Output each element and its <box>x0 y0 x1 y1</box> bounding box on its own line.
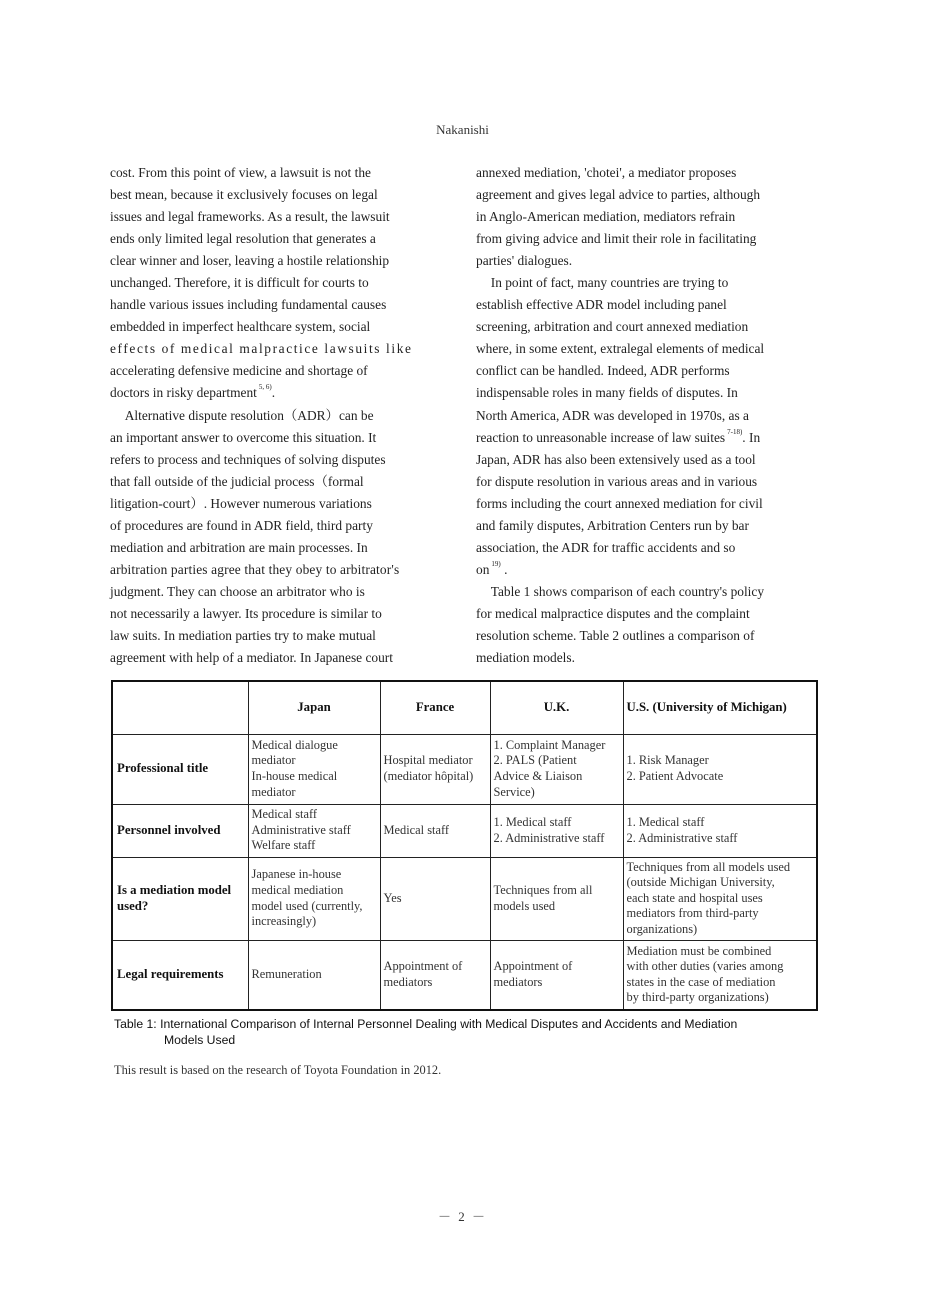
text-line: agreement and gives legal advice to parties, although <box>476 187 761 203</box>
caption-line: Table 1: International Comparison of Internal Personnel Dealing with Medical Disputes and Accidents and Mediation <box>114 1017 738 1031</box>
text-line: annexed mediation, 'chotei', a mediator proposes <box>476 165 737 180</box>
text-line: that fall outside of the judicial process（formal <box>110 473 364 489</box>
cell-line: Administrative staff <box>251 822 351 837</box>
page-number: － 2 － <box>437 1209 487 1224</box>
cell-line: 2. Patient Advocate <box>626 769 724 783</box>
cell-line: In-house medical <box>251 769 338 783</box>
table-cell <box>623 940 817 1010</box>
text-line: Alternative dispute resolution（ADR）can be <box>124 407 374 423</box>
text-line: embedded in imperfect healthcare system, social <box>110 319 371 335</box>
text-line: agreement with help of a mediator. In Japanese court <box>110 650 393 666</box>
text-line: from giving advice and limit their role in facilitating <box>476 231 757 247</box>
cell-line: medical mediation <box>251 882 344 897</box>
cell-line: Yes <box>383 890 402 905</box>
row-label: Professional title <box>112 734 248 804</box>
row-label-line: Is a mediation model <box>117 882 232 897</box>
reference-marker: 7-18) <box>727 427 743 436</box>
text-line: mediation and arbitration are main processes. In <box>110 539 368 555</box>
cell-line: 2. PALS (Patient <box>493 753 577 768</box>
row-label: Personnel involved <box>112 804 248 857</box>
cell-line: model used (currently, <box>251 898 363 913</box>
text-line: an important answer to overcome this situation. It <box>110 429 377 445</box>
text-line: In point of fact, many countries are trying to <box>490 275 729 291</box>
table-cell <box>380 940 490 1010</box>
table-row <box>112 940 817 1010</box>
text-line: arbitration parties agree that they obey to arbitrator's <box>110 561 400 577</box>
cell-line: Medical staff <box>383 822 449 837</box>
table-header-cell: U.S. (University of Michigan) <box>623 681 817 734</box>
table-cell <box>248 940 380 1010</box>
row-label <box>112 857 248 940</box>
cell-line: each state and hospital uses <box>626 890 763 905</box>
table-header-row <box>112 681 817 734</box>
row-label-line: used? <box>117 898 149 913</box>
cell-line: Mediation must be combined <box>626 943 772 958</box>
cell-line: 2. Administrative staff <box>493 830 605 845</box>
text-line: of procedures are found in ADR field, third party <box>110 517 373 533</box>
cell-line: Hospital mediator <box>383 753 473 768</box>
text-line: not necessarily a lawyer. Its procedure is similar to <box>110 605 382 621</box>
table-caption <box>114 1016 864 1048</box>
table-cell <box>490 804 623 857</box>
running-head: Nakanishi <box>436 122 489 137</box>
text-line: indispensable roles in many fields of disputes. In <box>476 385 738 401</box>
cell-line: (outside Michigan University, <box>626 875 775 890</box>
paragraph <box>476 272 817 581</box>
reference-marker: 19) <box>491 559 501 568</box>
comparison-table <box>111 680 818 1011</box>
table-note: This result is based on the research of Toyota Foundation in 2012. <box>114 1063 442 1077</box>
cell-line: Techniques from all models used <box>626 859 791 874</box>
text-line: Table 1 shows comparison of each country's policy <box>490 583 765 599</box>
table-cell <box>623 857 817 940</box>
text-line: refers to process and techniques of solving disputes <box>110 451 386 467</box>
cell-line: mediators <box>383 974 433 989</box>
cell-line: Techniques from all <box>493 882 593 897</box>
text-line: Japan, ADR has also been extensively used as a tool <box>476 451 756 467</box>
cell-line: Japanese in-house <box>251 867 342 882</box>
cell-line: Remuneration <box>251 966 322 981</box>
table-header-cell: France <box>380 681 490 734</box>
text-line: cost. From this point of view, a lawsuit is not the <box>110 165 371 180</box>
paragraph <box>110 162 451 405</box>
left-column <box>110 162 451 669</box>
paragraph <box>476 162 817 272</box>
right-column <box>476 162 817 669</box>
table-cell <box>380 734 490 804</box>
text-line: reaction to unreasonable increase of law suites <box>476 429 726 445</box>
cell-line: mediator <box>251 753 296 768</box>
cell-line: increasingly) <box>251 914 317 929</box>
text-line: clear winner and loser, leaving a hostile relationship <box>110 253 390 269</box>
text-punct: . <box>504 561 508 577</box>
table-cell <box>490 940 623 1010</box>
text-line: establish effective ADR model including panel <box>476 297 727 313</box>
table-cell <box>623 804 817 857</box>
table-row <box>112 734 817 804</box>
cell-line: Appointment of <box>493 959 573 974</box>
text-line: screening, arbitration and court annexed mediation <box>476 319 749 335</box>
text-line: litigation-court）. However numerous variations <box>110 495 372 511</box>
text-line: association, the ADR for traffic accidents and so <box>476 539 736 555</box>
text-line: for medical malpractice disputes and the complaint <box>476 605 750 621</box>
caption-line: Models Used <box>164 1033 236 1047</box>
table-header-cell <box>112 681 248 734</box>
cell-line: 2. Administrative staff <box>626 830 738 845</box>
text-line: conflict can be handled. Indeed, ADR performs <box>476 363 730 379</box>
text-line: . In <box>742 429 761 445</box>
text-line: unchanged. Therefore, it is difficult for courts to <box>110 275 369 291</box>
text-line: ends only limited legal resolution that generates a <box>110 231 376 247</box>
text-line: judgment. They can choose an arbitrator who is <box>110 583 365 599</box>
text-line: North America, ADR was developed in 1970s, as a <box>476 407 749 423</box>
cell-line: Medical dialogue <box>251 737 338 752</box>
text-line: resolution scheme. Table 2 outlines a comparison of <box>476 627 755 643</box>
cell-line: Medical staff <box>251 807 317 822</box>
text-line: for dispute resolution in various areas and in various <box>476 473 758 489</box>
row-label: Legal requirements <box>112 940 248 1010</box>
cell-line: Appointment of <box>383 959 463 974</box>
text-line: in Anglo-American mediation, mediators refrain <box>476 209 736 225</box>
table-header-cell: Japan <box>248 681 380 734</box>
paragraph <box>476 581 817 669</box>
text-line: forms including the court annexed mediation for civil <box>476 495 763 511</box>
text-punct: . <box>271 385 276 401</box>
cell-line: Service) <box>493 784 535 799</box>
cell-line: with other duties (varies among <box>626 959 784 974</box>
text-line: handle various issues including fundamental causes <box>110 297 387 313</box>
cell-line: organizations) <box>626 921 698 936</box>
cell-line: 1. Medical staff <box>493 814 572 829</box>
cell-line: (mediator hôpital) <box>383 769 474 783</box>
cell-line: 1. Medical staff <box>626 814 705 829</box>
cell-line: 1. Risk Manager <box>626 753 709 768</box>
table-cell <box>248 734 380 804</box>
text-line: where, in some extent, extralegal elements of medical <box>476 341 765 357</box>
text-line: best mean, because it exclusively focuses on legal <box>110 187 378 203</box>
text-line: issues and legal frameworks. As a result, the lawsuit <box>110 209 390 225</box>
text-line: doctors in risky department <box>110 385 257 401</box>
cell-line: mediator <box>251 784 296 799</box>
cell-line: states in the case of mediation <box>626 974 776 989</box>
cell-line: mediators <box>493 974 543 989</box>
text-line: effects of medical malpractice lawsuits like <box>110 341 413 357</box>
table-cell <box>248 857 380 940</box>
text-line: law suits. In mediation parties try to make mutual <box>110 627 376 643</box>
cell-line: mediators from third-party <box>626 906 759 921</box>
cell-line: 1. Complaint Manager <box>493 737 606 752</box>
text-line: on <box>476 561 490 577</box>
table-cell <box>380 804 490 857</box>
table-cell <box>490 857 623 940</box>
table-header-cell: U.K. <box>490 681 623 734</box>
table-row <box>112 857 817 940</box>
table-cell <box>248 804 380 857</box>
text-line: accelerating defensive medicine and shortage of <box>110 363 368 379</box>
table-cell <box>380 857 490 940</box>
cell-line: models used <box>493 898 556 913</box>
text-line: parties' dialogues. <box>476 253 573 269</box>
reference-marker: 5, 6) <box>258 383 272 392</box>
cell-line: Advice & Liaison <box>493 769 583 783</box>
table-cell <box>490 734 623 804</box>
table-cell <box>623 734 817 804</box>
paragraph <box>110 405 451 670</box>
table-row <box>112 804 817 857</box>
text-line: and family disputes, Arbitration Centers run by bar <box>476 517 749 533</box>
cell-line: by third-party organizations) <box>626 990 769 1005</box>
text-line: mediation models. <box>476 650 575 666</box>
cell-line: Welfare staff <box>251 838 316 853</box>
